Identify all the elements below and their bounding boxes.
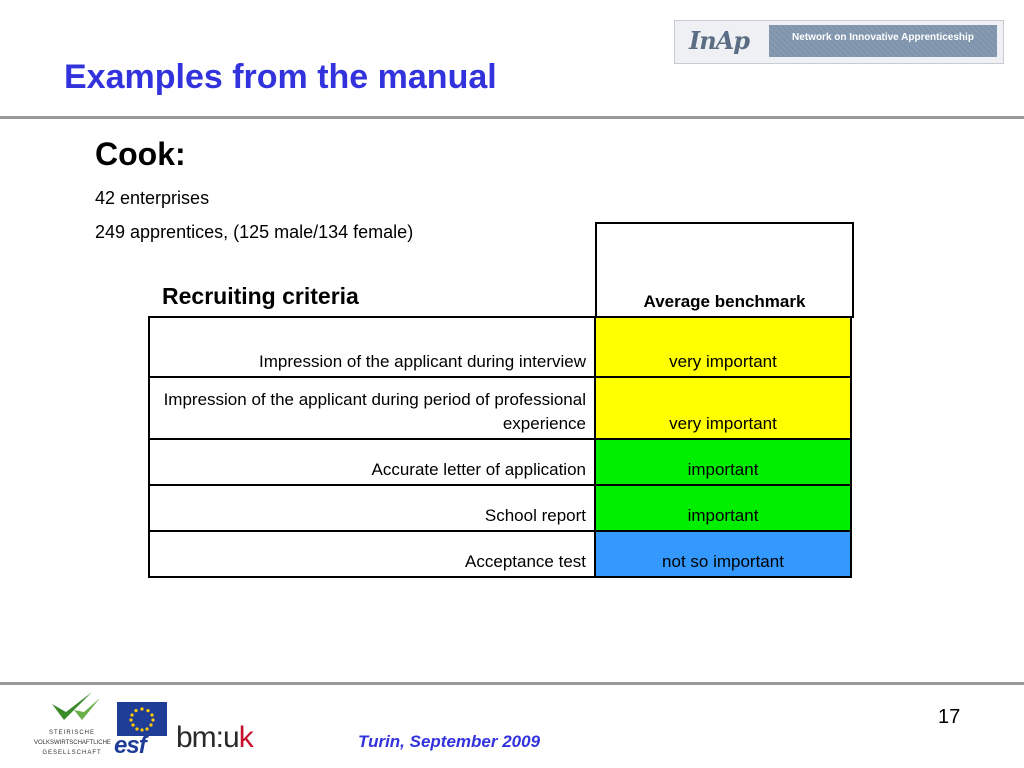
footer-location-date: Turin, September 2009 <box>358 732 541 751</box>
page-number: 17 <box>938 706 961 728</box>
criterion-cell: Impression of the applicant during interview <box>150 318 596 376</box>
eu-flag-icon <box>117 702 167 736</box>
benchmark-cell: important <box>596 486 850 530</box>
inap-logo-text: Network on Innovative Apprenticeship <box>792 32 974 43</box>
table-row <box>150 530 850 576</box>
svw-logo-line: STEIRISCHE <box>48 730 95 736</box>
criteria-column-header: Recruiting criteria <box>162 283 359 309</box>
table-row <box>150 438 850 484</box>
benchmark-cell: important <box>596 440 850 484</box>
criterion-cell: Acceptance test <box>150 532 596 576</box>
svw-logo-line: GESELLSCHAFT <box>42 750 102 756</box>
table-row <box>150 318 850 376</box>
table-row <box>150 376 850 438</box>
table-row <box>150 484 850 530</box>
svw-logo <box>34 690 110 764</box>
benchmark-header-cell <box>595 222 854 318</box>
apprentice-count: 249 apprentices, (125 male/134 female) <box>95 222 414 242</box>
bottom-divider <box>0 682 1024 685</box>
svw-logo-line: VOLKSWIRTSCHAFTLICHE <box>34 740 111 746</box>
top-divider <box>0 116 1024 119</box>
inap-logo <box>674 20 1004 64</box>
benchmark-cell: very important <box>596 318 850 376</box>
slide-title: Examples from the manual <box>64 58 497 96</box>
bmuk-logo <box>176 718 253 758</box>
inap-logo-mark: InAp <box>689 26 750 55</box>
criterion-cell: School report <box>150 486 596 530</box>
checkmark-icon <box>34 690 110 726</box>
benchmark-column-header: Average benchmark <box>643 292 806 311</box>
bmuk-logo-k: k <box>238 721 253 754</box>
bmuk-logo-text: bm:u <box>176 721 239 754</box>
inap-logo-band <box>769 25 997 57</box>
criteria-table <box>148 316 852 578</box>
benchmark-cell: very important <box>596 378 850 438</box>
section-heading: Cook: <box>95 136 186 172</box>
criterion-cell: Impression of the applicant during period of professional experience <box>150 378 596 438</box>
benchmark-cell: not so important <box>596 532 850 576</box>
esf-logo <box>114 700 172 758</box>
criterion-cell: Accurate letter of application <box>150 440 596 484</box>
esf-logo-text: esf <box>114 732 146 759</box>
enterprise-count: 42 enterprises <box>95 188 210 208</box>
